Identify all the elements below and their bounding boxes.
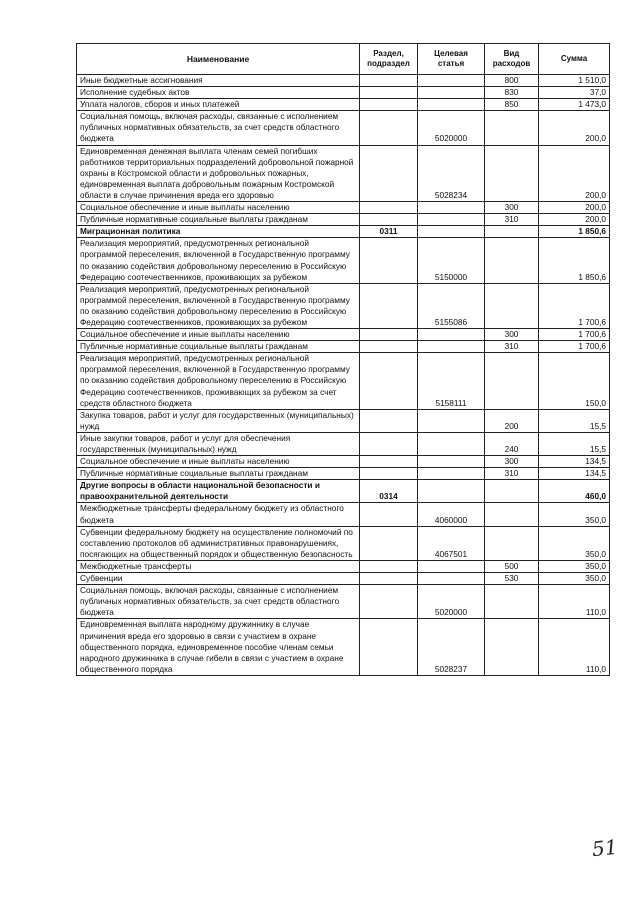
cell-target [418, 226, 485, 238]
cell-sum: 460,0 [539, 480, 610, 503]
cell-name: Субвенции федеральному бюджету на осуществление полномочий по составлению протоколов об административных правонарушениях, посягающих на общественный порядок и общественную безопасность [77, 526, 360, 560]
cell-target [418, 341, 485, 353]
cell-name: Социальное обеспечение и иные выплаты населению [77, 329, 360, 341]
table-row [77, 585, 610, 619]
cell-sum: 1 700,6 [539, 341, 610, 353]
cell-name: Уплата налогов, сборов и иных платежей [77, 99, 360, 111]
cell-type: 850 [485, 99, 539, 111]
table-row [77, 526, 610, 560]
cell-sum: 200,0 [539, 145, 610, 201]
cell-section [360, 585, 418, 619]
table-row [77, 456, 610, 468]
cell-section: 0314 [360, 480, 418, 503]
cell-name: Реализация мероприятий, предусмотренных региональной программой переселения, включенной в Государственную программу по оказанию содействия добровольному переселению в Российскую Федерацию соотечественников, проживающих за рубежом за счет средств областного бюджета [77, 353, 360, 409]
budget-table [76, 43, 610, 676]
cell-sum: 150,0 [539, 353, 610, 409]
cell-name: Реализация мероприятий, предусмотренных региональной программой переселения, включенной в Государственную программу по оказанию содействия добровольному переселению в Российскую Федерацию соотечественников, проживающих за рубежом [77, 283, 360, 328]
cell-section [360, 202, 418, 214]
header-name: Наименование [77, 44, 360, 75]
table-row [77, 480, 610, 503]
cell-target [418, 99, 485, 111]
cell-type [485, 526, 539, 560]
cell-target: 5028237 [418, 619, 485, 675]
cell-section [360, 526, 418, 560]
table-row [77, 341, 610, 353]
cell-type: 310 [485, 468, 539, 480]
cell-name: Единовременная выплата народному дружиннику в случае причинения вреда его здоровью в связи с участием в охране общественного порядка, единовременное пособие членам семьи народного дружинника в случае гибели в связи с участием в охране общественного порядка [77, 619, 360, 675]
cell-sum: 15,5 [539, 432, 610, 455]
cell-section [360, 560, 418, 572]
table-row [77, 432, 610, 455]
cell-name: Публичные нормативные социальные выплаты гражданам [77, 468, 360, 480]
cell-target [418, 560, 485, 572]
cell-type: 300 [485, 456, 539, 468]
cell-sum: 200,0 [539, 202, 610, 214]
cell-sum: 350,0 [539, 560, 610, 572]
cell-name: Субвенции [77, 573, 360, 585]
cell-target: 4060000 [418, 503, 485, 526]
table-row [77, 468, 610, 480]
cell-target [418, 87, 485, 99]
table-row [77, 111, 610, 145]
cell-sum: 110,0 [539, 585, 610, 619]
table-row [77, 145, 610, 201]
cell-target: 5020000 [418, 585, 485, 619]
table-row [77, 75, 610, 87]
table-row [77, 202, 610, 214]
cell-sum: 1 850,6 [539, 226, 610, 238]
cell-section [360, 619, 418, 675]
cell-section [360, 283, 418, 328]
cell-sum: 134,5 [539, 468, 610, 480]
cell-section: 0311 [360, 226, 418, 238]
table-body [77, 75, 610, 676]
cell-name: Единовременная денежная выплата членам семей погибших работников территориальных подразделений добровольной пожарной охраны в Костромской области и добровольных пожарных, единовременная выплата добровольным пожарным Костромской области в случае причинения вреда его здоровью [77, 145, 360, 201]
page-number: 51 [590, 834, 619, 862]
cell-section [360, 214, 418, 226]
cell-section [360, 75, 418, 87]
cell-section [360, 503, 418, 526]
table-row [77, 226, 610, 238]
cell-section [360, 468, 418, 480]
cell-section [360, 341, 418, 353]
cell-type [485, 283, 539, 328]
cell-target: 5028234 [418, 145, 485, 201]
cell-type [485, 619, 539, 675]
cell-sum: 200,0 [539, 214, 610, 226]
cell-name: Миграционная политика [77, 226, 360, 238]
cell-type: 310 [485, 341, 539, 353]
cell-target [418, 75, 485, 87]
cell-sum: 1 700,6 [539, 329, 610, 341]
cell-sum: 1 850,6 [539, 238, 610, 283]
cell-target [418, 214, 485, 226]
cell-target: 5020000 [418, 111, 485, 145]
cell-name: Иные бюджетные ассигнования [77, 75, 360, 87]
cell-section [360, 99, 418, 111]
cell-section [360, 238, 418, 283]
cell-section [360, 145, 418, 201]
cell-name: Исполнение судебных актов [77, 87, 360, 99]
cell-name: Межбюджетные трансферты федеральному бюджету из областного бюджета [77, 503, 360, 526]
cell-sum: 350,0 [539, 573, 610, 585]
cell-type: 310 [485, 214, 539, 226]
budget-table-sheet [76, 43, 609, 676]
cell-name: Иные закупки товаров, работ и услуг для обеспечения государственных (муниципальных) нужд [77, 432, 360, 455]
cell-section [360, 573, 418, 585]
table-row [77, 503, 610, 526]
cell-sum: 350,0 [539, 503, 610, 526]
cell-section [360, 456, 418, 468]
cell-target [418, 202, 485, 214]
cell-sum: 200,0 [539, 111, 610, 145]
cell-name: Реализация мероприятий, предусмотренных региональной программой переселения, включенной в Государственную программу по оказанию содействия добровольному переселению в Российскую Федерацию соотечественников, проживающих за рубежом [77, 238, 360, 283]
cell-type [485, 238, 539, 283]
header-type: Вид расходов [485, 44, 539, 75]
cell-name: Социальное обеспечение и иные выплаты населению [77, 202, 360, 214]
table-row [77, 573, 610, 585]
cell-sum: 1 700,6 [539, 283, 610, 328]
cell-type: 530 [485, 573, 539, 585]
cell-type: 300 [485, 202, 539, 214]
cell-sum: 350,0 [539, 526, 610, 560]
cell-name: Социальная помощь, включая расходы, связанные с исполнением публичных нормативных обязательств, за счет средств областного бюджета [77, 585, 360, 619]
cell-name: Социальная помощь, включая расходы, связанные с исполнением публичных нормативных обязательств, за счет средств областного бюджета [77, 111, 360, 145]
cell-type [485, 145, 539, 201]
cell-target: 5150000 [418, 238, 485, 283]
table-row [77, 409, 610, 432]
cell-target [418, 573, 485, 585]
cell-name: Другие вопросы в области национальной безопасности и правоохранительной деятельности [77, 480, 360, 503]
table-row [77, 99, 610, 111]
cell-section [360, 87, 418, 99]
table-row [77, 87, 610, 99]
cell-name: Закупка товаров, работ и услуг для государственных (муниципальных) нужд [77, 409, 360, 432]
cell-target [418, 432, 485, 455]
cell-type: 500 [485, 560, 539, 572]
cell-section [360, 409, 418, 432]
cell-type [485, 503, 539, 526]
cell-name: Публичные нормативные социальные выплаты гражданам [77, 214, 360, 226]
cell-name: Публичные нормативные социальные выплаты гражданам [77, 341, 360, 353]
cell-section [360, 329, 418, 341]
cell-sum: 1 510,0 [539, 75, 610, 87]
cell-type: 800 [485, 75, 539, 87]
cell-name: Межбюджетные трансферты [77, 560, 360, 572]
header-sum: Сумма [539, 44, 610, 75]
cell-target [418, 329, 485, 341]
cell-sum: 134,5 [539, 456, 610, 468]
cell-section [360, 111, 418, 145]
cell-type [485, 226, 539, 238]
cell-target: 5155086 [418, 283, 485, 328]
table-row [77, 560, 610, 572]
cell-type [485, 353, 539, 409]
cell-target [418, 456, 485, 468]
cell-sum: 37,0 [539, 87, 610, 99]
header-target: Целевая статья [418, 44, 485, 75]
table-row [77, 214, 610, 226]
cell-type: 240 [485, 432, 539, 455]
table-row [77, 238, 610, 283]
cell-target: 4067501 [418, 526, 485, 560]
table-row [77, 619, 610, 675]
cell-type [485, 585, 539, 619]
header-section: Раздел, подраздел [360, 44, 418, 75]
cell-sum: 1 473,0 [539, 99, 610, 111]
cell-section [360, 432, 418, 455]
table-row [77, 329, 610, 341]
cell-type: 830 [485, 87, 539, 99]
cell-name: Социальное обеспечение и иные выплаты населению [77, 456, 360, 468]
cell-target [418, 468, 485, 480]
cell-target [418, 480, 485, 503]
cell-type: 200 [485, 409, 539, 432]
cell-target: 5158111 [418, 353, 485, 409]
table-header-row [77, 44, 610, 75]
cell-target [418, 409, 485, 432]
cell-type: 300 [485, 329, 539, 341]
cell-sum: 110,0 [539, 619, 610, 675]
table-row [77, 283, 610, 328]
cell-type [485, 480, 539, 503]
cell-type [485, 111, 539, 145]
table-row [77, 353, 610, 409]
cell-section [360, 353, 418, 409]
cell-sum: 15,5 [539, 409, 610, 432]
